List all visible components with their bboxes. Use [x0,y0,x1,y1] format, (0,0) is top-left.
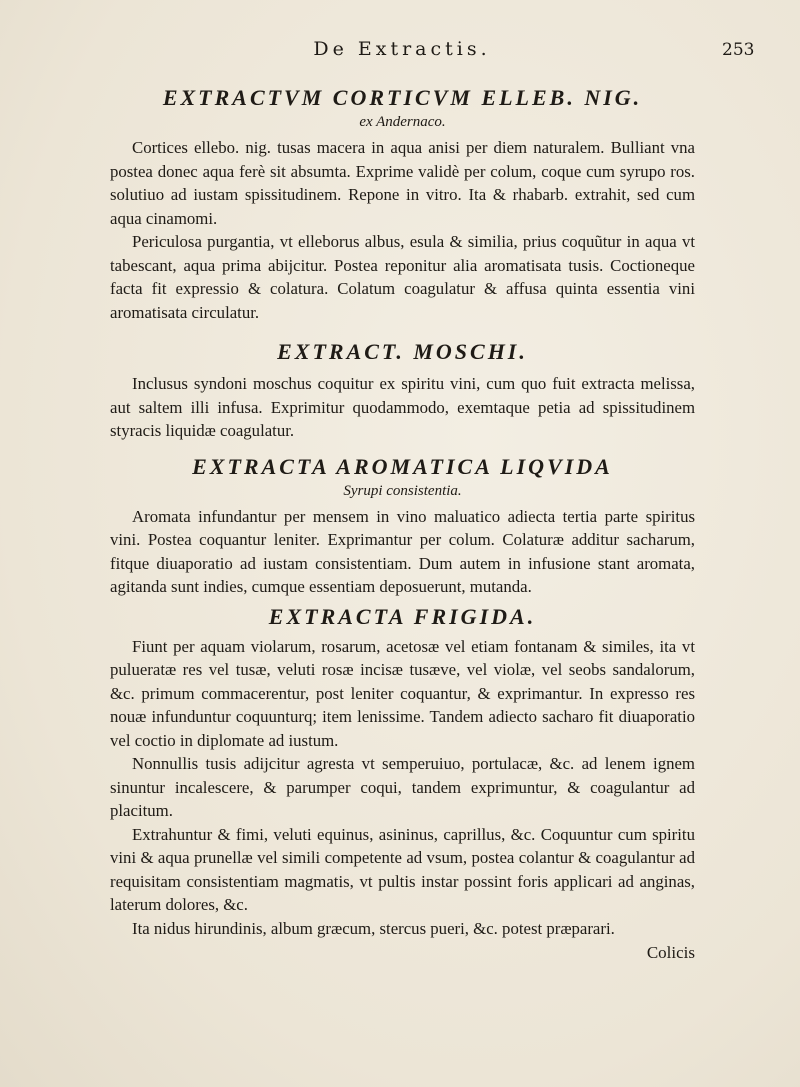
catchword: Colicis [646,943,695,962]
section-subheading: Syrupi consistentia. [343,482,462,499]
paragraph: Extrahuntur & fimi, veluti equinus, asininus, caprillus, &c. Coquuntur cum spiritu vini & aqua prunellæ vel simili competente ad vsum, postea colantur & coagulantur ad requisitam consistentiam magmatis, vt pultis instar possint foris applicari ad anginas, laterum dolores, &c. [110,824,695,914]
section-extracta-aromatica [110,453,695,599]
section-heading: EXTRACTA FRIGIDA. [268,603,537,629]
section-extract-elleborus [110,84,695,324]
paragraph: Nonnullis tusis adijcitur agresta vt semperuiuo, portulacæ, &c. ad lenem ignem sinuntur incalescere, & parumper coqui, tandem exprimuntur, & coagulantur ad placitum. [110,754,695,820]
paragraph: Ita nidus hirundinis, album græcum, stercus pueri, &c. potest præparari. [132,918,615,938]
paragraph: Inclusus syndoni moschus coquitur ex spiritu vini, cum quo fuit extracta melissa, aut saltem illi infusa. Exprimitur quodammodo, exemtaque petia ad spissitudinem styracis liquidæ coagulatur. [110,374,695,440]
section-heading: EXTRACTVM CORTICVM ELLEB. NIG. [162,85,643,110]
paragraph: Aromata infundantur per mensem in vino maluatico adiecta tertia parte spiritus vini. Postea coquantur leniter. Exprimantur per colum. Colaturæ additur sacharum, fitque diuaporatio ad iustam consistentiam. Dum autem in infusione stant aromata, agitanda sunt indies, cumque essentiam deposuerunt, mutanda. [110,506,695,596]
section-extracta-frigida [110,603,695,941]
page-number: 253 [722,40,755,60]
paragraph: Cortices ellebo. nig. tusas macera in aqua anisi per diem naturalem. Bulliant vna postea donec aqua ferè sit absumta. Exprime validè per colum, coque cum syrupo ros. solutiuo ad iustam spissitudinem. Repone in vitro. Ita & rhabarb. extrahit, sed cum aqua cinamomi. [110,138,695,228]
section-heading: EXTRACTA AROMATICA LIQVIDA [192,453,613,479]
section-extract-moschi [110,338,695,443]
running-head: De Extractis. [313,38,491,60]
paragraph: Fiunt per aquam violarum, rosarum, acetosæ vel etiam fontanam & similes, ita vt pulueratæ res vel tusæ, veluti rosæ incisæ tusæve, vel violæ, vel seobs sandalorum, &c. primum commacerentur, post leniter coquantur, & exprimantur. In expresso res nouæ infunduntur coquunturq; item lenissime. Tandem adiecto sacharo fit diuaporatio vel coctio in diplomate ad iustum. [110,636,695,750]
paragraph: Periculosa purgantia, vt elleborus albus, esula & similia, prius coquũtur in aqua vt tabescant, aqua prima abijcitur. Postea reponitur alia aromatisata tusis. Coctioneque facta fit expressio & colatura. Colatum coagulatur & affusa quinta essentia vini aromatisata circulatur. [110,232,695,322]
section-subheading: ex Andernaco. [359,114,446,130]
section-heading: EXTRACT. MOSCHI. [277,339,528,364]
body-text [110,84,695,964]
